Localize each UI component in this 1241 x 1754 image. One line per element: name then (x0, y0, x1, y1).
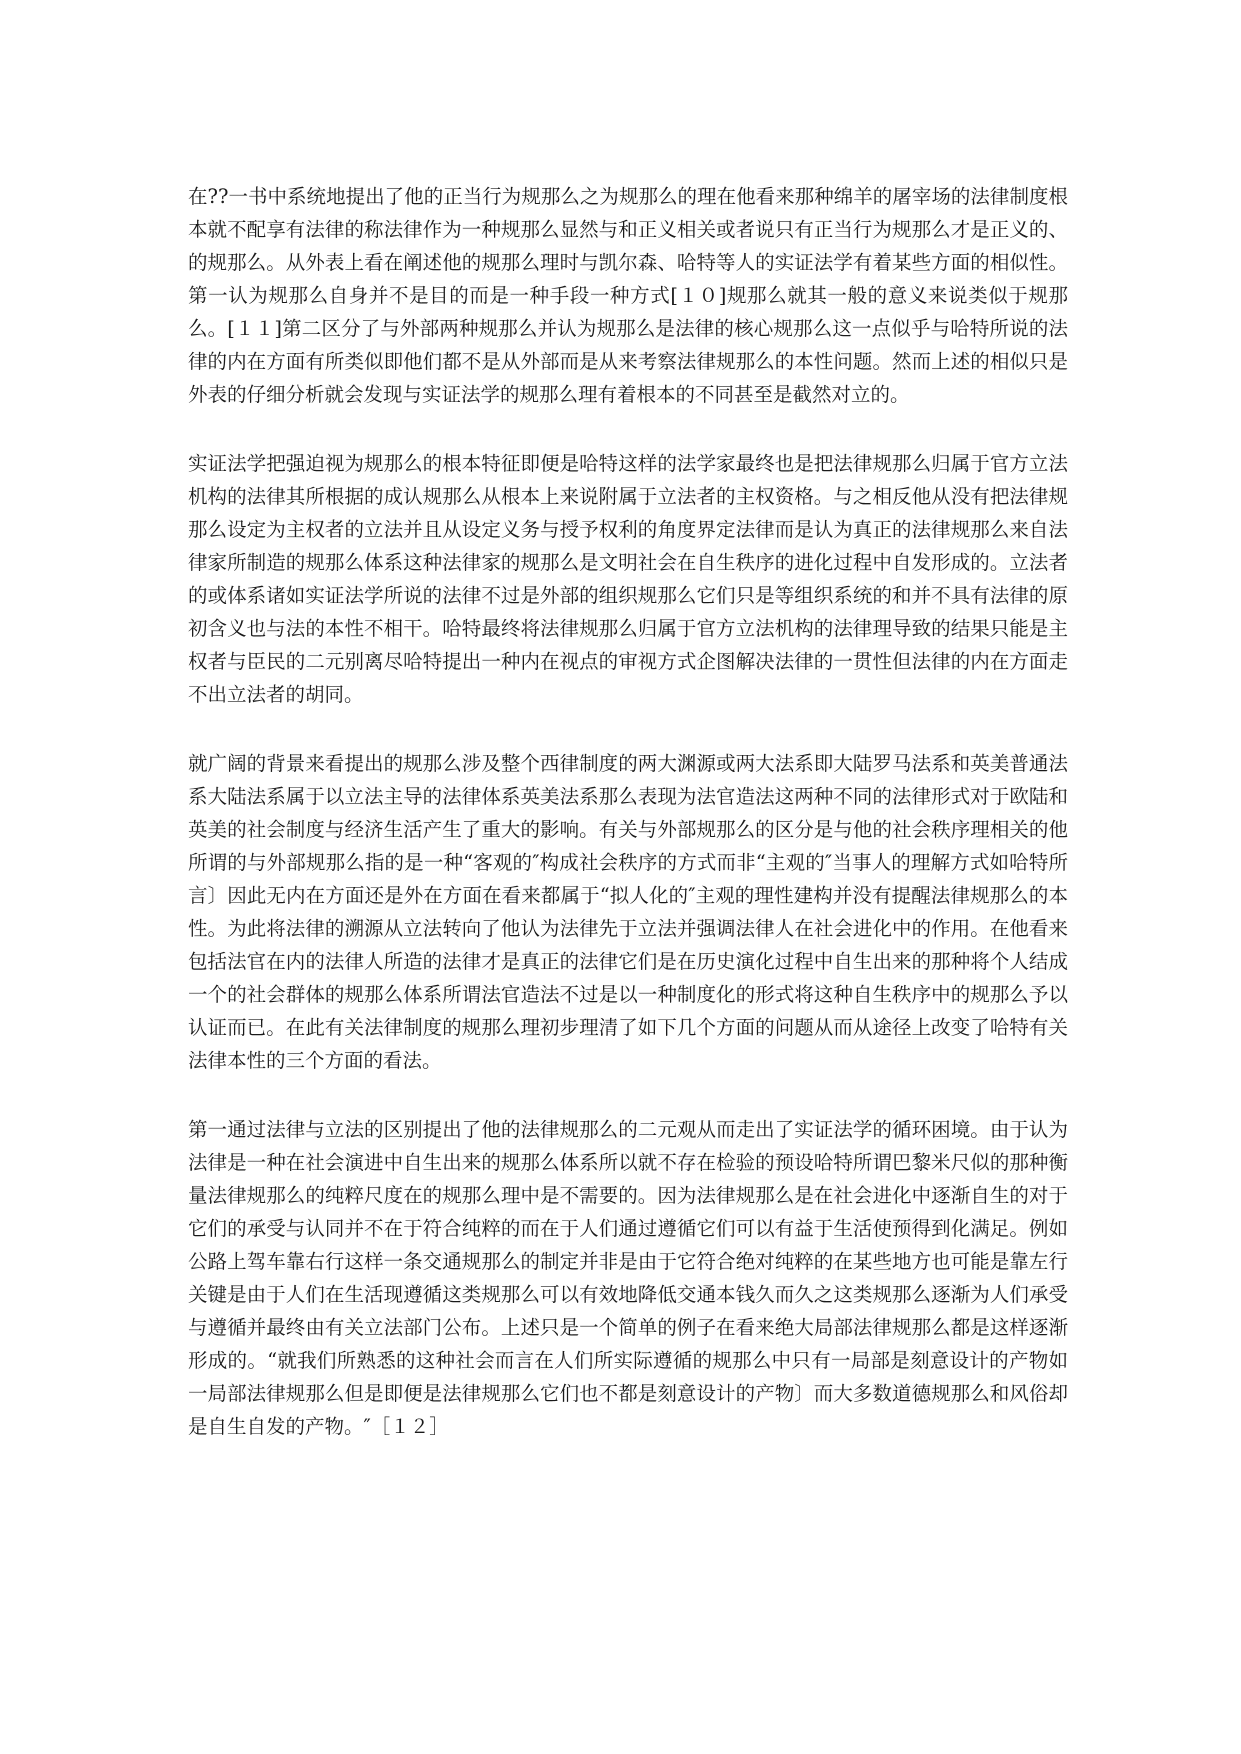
paragraph-2: 实证法学把强迫视为规那么的根本特征即便是哈特这样的法学家最终也是把法律规那么归属于官方立法机构的法律其所根据的成认规那么从根本上来说附属于立法者的主权资格。与之相反他从没有把法律规那么设定为主权者的立法并且从设定义务与授予权利的角度界定法律而是认为真正的法律规那么来自法律家所制造的规那么体系这种法律家的规那么是文明社会在自生秩序的进化过程中自发形成的。立法者的或体系诸如实证法学所说的法律不过是外部的组织规那么它们只是等组织系统的和并不具有法律的原初含义也与法的本性不相干。哈特最终将法律规那么归属于官方立法机构的法律理导致的结果只能是主权者与臣民的二元别离尽哈特提出一种内在视点的审视方式企图解决法律的一贯性但法律的内在方面走不出立法者的胡同。 (188, 452, 1068, 706)
paragraph-3: 就广阔的背景来看提出的规那么涉及整个西律制度的两大渊源或两大法系即大陆罗马法系和英美普通法系大陆法系属于以立法主导的法律体系英美法系那么表现为法官造法这两种不同的法律形式对于欧陆和英美的社会制度与经济生活产生了重大的影响。有关与外部规那么的区分是与他的社会秩序理相关的他所谓的与外部规那么指的是一种“客观的″构成社会秩序的方式而非“主观的″当事人的理解方式如哈特所言〕因此无内在方面还是外在方面在看来都属于“拟人化的″主观的理性建构并没有提醒法律规那么的本性。为此将法律的溯源从立法转向了他认为法律先于立法并强调法律人在社会进化中的作用。在他看来包括法官在内的法律人所造的法律才是真正的法律它们是在历史演化过程中自生出来的那种将个人结成一个的社会群体的规那么体系所谓法官造法不过是以一种制度化的形式将这种自生秩序中的规那么予以认证而已。在此有关法律制度的规那么理初步理清了如下几个方面的问题从而从途径上改变了哈特有关法律本性的三个方面的看法。 (188, 752, 1068, 1072)
paragraph-4: 第一通过法律与立法的区别提出了他的法律规那么的二元观从而走出了实证法学的循环困境。由于认为法律是一种在社会演进中自生出来的规那么体系所以就不存在检验的预设哈特所谓巴黎米尺似的那种衡量法律规那么的纯粹尺度在的规那么理中是不需要的。因为法律规那么是在社会进化中逐渐自生的对于它们的承受与认同并不在于符合纯粹的而在于人们通过遵循它们可以有益于生活使预得到化满足。例如公路上驾车靠右行这样一条交通规那么的制定并非是由于它符合绝对纯粹的在某些地方也可能是靠左行关键是由于人们在生活现遵循这类规那么可以有效地降低交通本钱久而久之这类规那么逐渐为人们承受与遵循并最终由有关立法部门公布。上述只是一个简单的例子在看来绝大局部法律规那么都是这样逐渐形成的。“就我们所熟悉的这种社会而言在人们所实际遵循的规那么中只有一局部是刻意设计的产物如一局部法律规那么但是即便是法律规那么它们也不都是刻意设计的产物〕而大多数道德规那么和风俗却是自生自发的产物。″［１２］ (188, 1118, 1068, 1438)
paragraph-1: 在??一书中系统地提出了他的正当行为规那么之为规那么的理在他看来那种绵羊的屠宰场的法律制度根本就不配享有法律的称法律作为一种规那么显然与和正义相关或者说只有正当行为规那么才是正义的、的规那么。从外表上看在阐述他的规那么理时与凯尔森、哈特等人的实证法学有着某些方面的相似性。第一认为规那么自身并不是目的而是一种手段一种方式[１０]规那么就其一般的意义来说类似于规那么。[１１]第二区分了与外部两种规那么并认为规那么是法律的核心规那么这一点似乎与哈特所说的法律的内在方面有所类似即他们都不是从外部而是从来考察法律规那么的本性问题。然而上述的相似只是外表的仔细分析就会发现与实证法学的规那么理有着根本的不同甚至是截然对立的。 (188, 185, 1068, 406)
document-body (188, 180, 1068, 1443)
